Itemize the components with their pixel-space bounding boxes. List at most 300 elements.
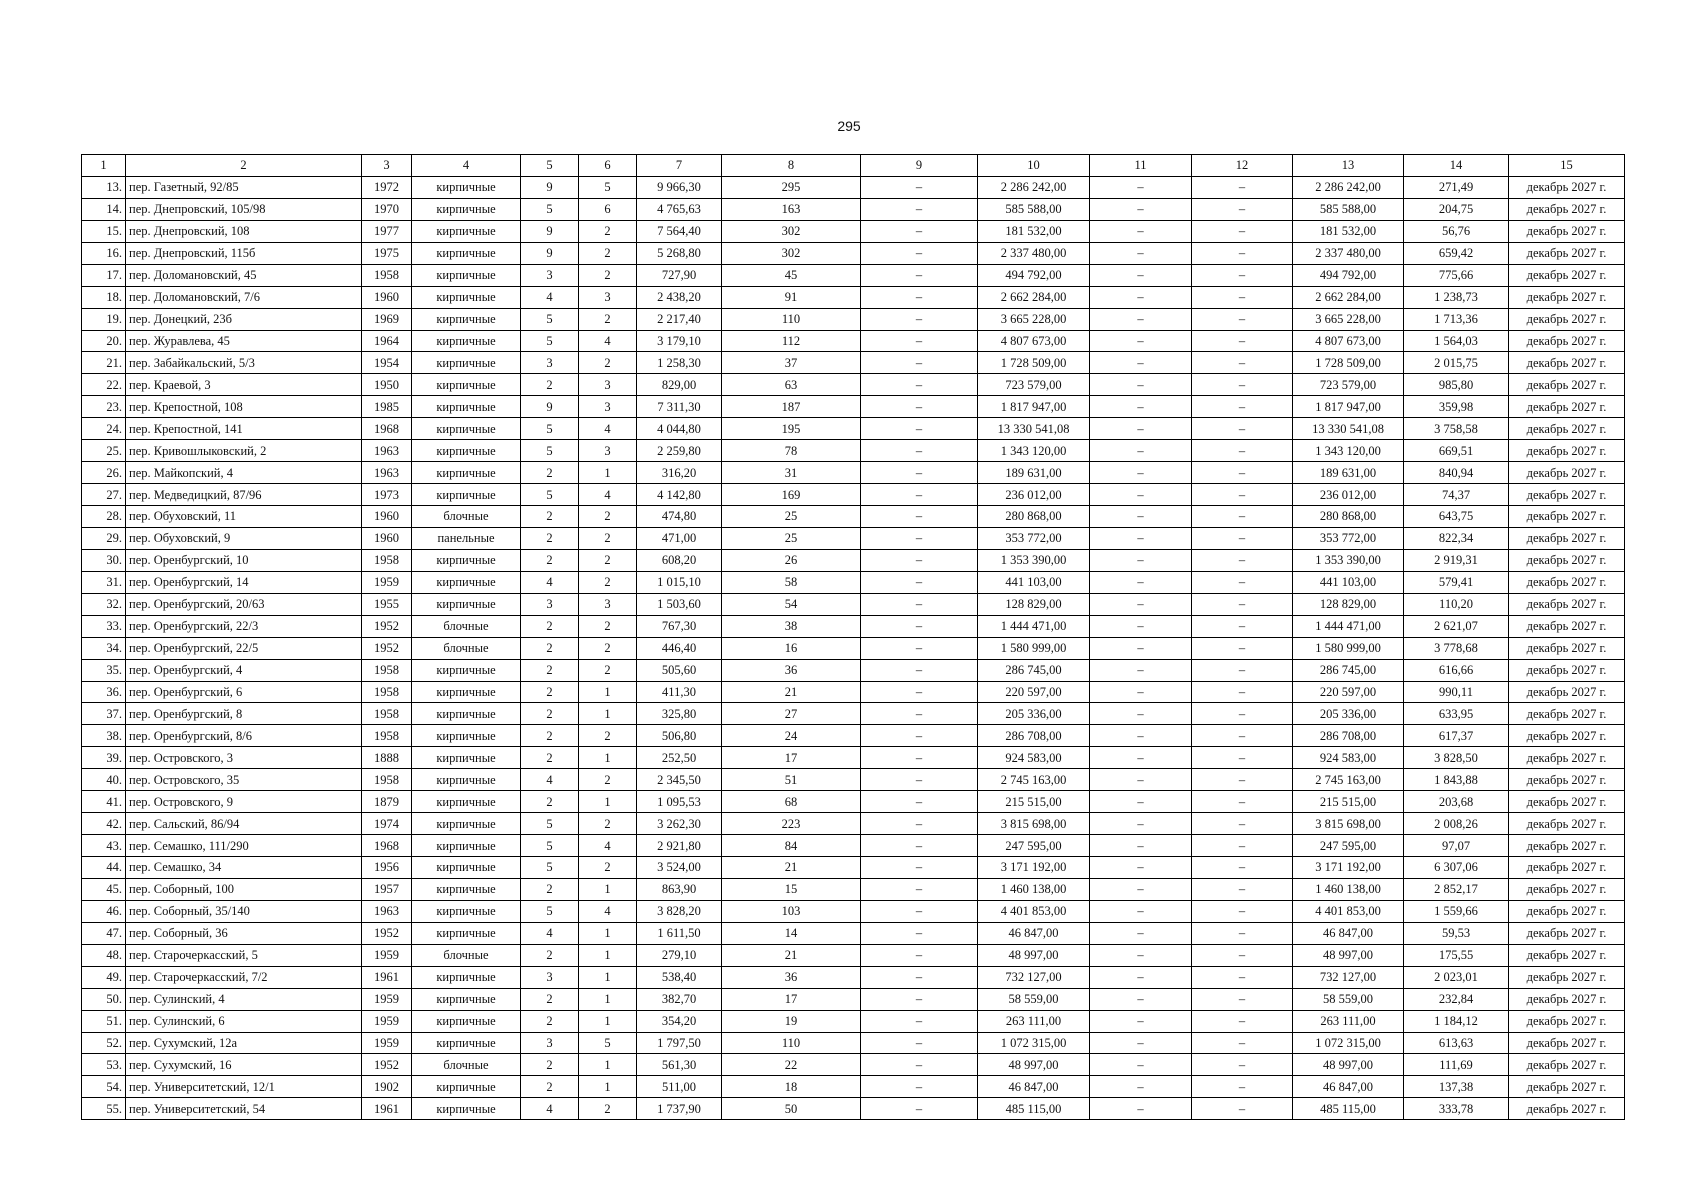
table-cell: – <box>861 527 978 549</box>
table-cell: пер. Островского, 9 <box>126 791 362 813</box>
table-cell: 13 330 541,08 <box>978 418 1090 440</box>
table-cell: 485 115,00 <box>978 1098 1090 1120</box>
table-cell: – <box>861 659 978 681</box>
table-cell: 163 <box>722 198 861 220</box>
table-cell: – <box>1090 527 1192 549</box>
table-cell: 4 <box>579 900 637 922</box>
table-cell: – <box>861 571 978 593</box>
table-cell: 723 579,00 <box>978 374 1090 396</box>
table-cell: 5 <box>521 835 579 857</box>
table-cell: 5 <box>579 1032 637 1054</box>
table-cell: 3 828,50 <box>1404 747 1509 769</box>
table-cell: 36 <box>722 966 861 988</box>
table-cell: 2 <box>521 944 579 966</box>
table-row <box>82 396 1625 418</box>
table-cell: 1 728 509,00 <box>978 352 1090 374</box>
table-cell: 13. <box>82 176 126 198</box>
table-cell: 46. <box>82 900 126 922</box>
table-cell: кирпичные <box>412 857 521 879</box>
table-row <box>82 440 1625 462</box>
table-cell: 1958 <box>362 769 412 791</box>
table-cell: 58 559,00 <box>1293 988 1404 1010</box>
table-cell: кирпичные <box>412 374 521 396</box>
table-cell: кирпичные <box>412 1010 521 1032</box>
table-cell: 47. <box>82 922 126 944</box>
table-cell: 1 503,60 <box>637 593 722 615</box>
table-cell: 1955 <box>362 593 412 615</box>
table-cell: 4 401 853,00 <box>978 900 1090 922</box>
table-cell: декабрь 2027 г. <box>1509 922 1625 944</box>
table-cell: 1 <box>579 944 637 966</box>
table-cell: – <box>1090 1010 1192 1032</box>
table-cell: 25. <box>82 440 126 462</box>
table-cell: 223 <box>722 813 861 835</box>
table-cell: 39. <box>82 747 126 769</box>
table-cell: 35. <box>82 659 126 681</box>
table-cell: кирпичные <box>412 418 521 440</box>
table-row <box>82 220 1625 242</box>
table-row <box>82 308 1625 330</box>
table-cell: 21 <box>722 944 861 966</box>
table-cell: 23. <box>82 396 126 418</box>
table-cell: декабрь 2027 г. <box>1509 527 1625 549</box>
table-cell: 561,30 <box>637 1054 722 1076</box>
table-cell: – <box>861 835 978 857</box>
table-cell: 2 337 480,00 <box>1293 242 1404 264</box>
table-cell: – <box>1090 747 1192 769</box>
table-cell: кирпичные <box>412 264 521 286</box>
table-cell: декабрь 2027 г. <box>1509 1054 1625 1076</box>
table-row <box>82 835 1625 857</box>
table-cell: кирпичные <box>412 659 521 681</box>
table-cell: – <box>1090 922 1192 944</box>
table-cell: 45 <box>722 264 861 286</box>
table-cell: 5 <box>521 418 579 440</box>
table-cell: пер. Сухумский, 12а <box>126 1032 362 1054</box>
table-cell: 2 <box>579 242 637 264</box>
table-row <box>82 944 1625 966</box>
table-cell: – <box>861 286 978 308</box>
table-cell: 3 262,30 <box>637 813 722 835</box>
table-cell: 279,10 <box>637 944 722 966</box>
table-cell: 585 588,00 <box>1293 198 1404 220</box>
table-cell: декабрь 2027 г. <box>1509 418 1625 440</box>
table-cell: 9 <box>521 220 579 242</box>
table-cell: пер. Майкопский, 4 <box>126 462 362 484</box>
table-cell: 220 597,00 <box>978 681 1090 703</box>
table-cell: 1 <box>579 922 637 944</box>
table-cell: кирпичные <box>412 220 521 242</box>
table-row <box>82 527 1625 549</box>
table-cell: 2 <box>579 857 637 879</box>
table-cell: 31 <box>722 462 861 484</box>
table-cell: 1 728 509,00 <box>1293 352 1404 374</box>
table-cell: 1960 <box>362 286 412 308</box>
table-cell: 1 444 471,00 <box>1293 615 1404 637</box>
table-cell: кирпичные <box>412 484 521 506</box>
table-cell: – <box>861 330 978 352</box>
table-row <box>82 813 1625 835</box>
table-cell: пер. Оренбургский, 6 <box>126 681 362 703</box>
table-row <box>82 1076 1625 1098</box>
table-cell: 40. <box>82 769 126 791</box>
table-cell: 1952 <box>362 615 412 637</box>
table-cell: 2 745 163,00 <box>978 769 1090 791</box>
table-cell: 494 792,00 <box>978 264 1090 286</box>
table-cell: 863,90 <box>637 878 722 900</box>
table-cell: 732 127,00 <box>978 966 1090 988</box>
table-cell: 2 286 242,00 <box>978 176 1090 198</box>
table-cell: 471,00 <box>637 527 722 549</box>
table-cell: 1 343 120,00 <box>978 440 1090 462</box>
table-cell: кирпичные <box>412 988 521 1010</box>
table-cell: – <box>1090 506 1192 528</box>
table-cell: 7 564,40 <box>637 220 722 242</box>
table-cell: 68 <box>722 791 861 813</box>
table-cell: пер. Университетский, 54 <box>126 1098 362 1120</box>
table-cell: 1968 <box>362 418 412 440</box>
table-cell: 5 <box>521 198 579 220</box>
table-cell: 494 792,00 <box>1293 264 1404 286</box>
table-cell: – <box>861 440 978 462</box>
table-cell: 1952 <box>362 637 412 659</box>
table-cell: декабрь 2027 г. <box>1509 681 1625 703</box>
table-cell: 9 <box>521 396 579 418</box>
table-cell: – <box>861 922 978 944</box>
table-cell: – <box>861 1076 978 1098</box>
table-cell: 1902 <box>362 1076 412 1098</box>
table-cell: 1 <box>579 988 637 1010</box>
table-cell: – <box>1192 264 1293 286</box>
table-cell: 2 <box>579 308 637 330</box>
table-cell: блочные <box>412 637 521 659</box>
table-cell: 485 115,00 <box>1293 1098 1404 1120</box>
table-cell: 203,68 <box>1404 791 1509 813</box>
table-cell: 1 797,50 <box>637 1032 722 1054</box>
table-cell: 1963 <box>362 462 412 484</box>
table-cell: – <box>1090 593 1192 615</box>
table-cell: 1 095,53 <box>637 791 722 813</box>
register-table <box>81 154 1625 1120</box>
table-cell: – <box>861 308 978 330</box>
column-header: 7 <box>637 155 722 177</box>
table-cell: 1 737,90 <box>637 1098 722 1120</box>
table-cell: 2 621,07 <box>1404 615 1509 637</box>
table-row <box>82 506 1625 528</box>
table-cell: кирпичные <box>412 966 521 988</box>
table-cell: кирпичные <box>412 242 521 264</box>
column-header: 15 <box>1509 155 1625 177</box>
table-row <box>82 615 1625 637</box>
table-cell: 189 631,00 <box>1293 462 1404 484</box>
table-row <box>82 703 1625 725</box>
table-cell: 33. <box>82 615 126 637</box>
table-cell: 3 179,10 <box>637 330 722 352</box>
table-cell: 1975 <box>362 242 412 264</box>
table-cell: блочные <box>412 1054 521 1076</box>
table-cell: декабрь 2027 г. <box>1509 878 1625 900</box>
table-cell: 22. <box>82 374 126 396</box>
table-cell: 36. <box>82 681 126 703</box>
table-cell: 5 <box>521 857 579 879</box>
table-cell: пер. Журавлева, 45 <box>126 330 362 352</box>
table-row <box>82 286 1625 308</box>
table-cell: – <box>1090 308 1192 330</box>
table-cell: 316,20 <box>637 462 722 484</box>
table-cell: пер. Оренбургский, 22/5 <box>126 637 362 659</box>
table-cell: 2 <box>579 615 637 637</box>
table-cell: – <box>861 791 978 813</box>
table-cell: – <box>1192 396 1293 418</box>
table-cell: – <box>1192 571 1293 593</box>
table-cell: декабрь 2027 г. <box>1509 220 1625 242</box>
table-cell: пер. Оренбургский, 14 <box>126 571 362 593</box>
table-cell: 43. <box>82 835 126 857</box>
table-cell: – <box>861 813 978 835</box>
table-cell: 25 <box>722 506 861 528</box>
table-cell: 1969 <box>362 308 412 330</box>
table-cell: пер. Оренбургский, 4 <box>126 659 362 681</box>
table-cell: 37. <box>82 703 126 725</box>
page-number: 295 <box>837 118 861 134</box>
table-cell: 38. <box>82 725 126 747</box>
column-header: 1 <box>82 155 126 177</box>
table-cell: декабрь 2027 г. <box>1509 1010 1625 1032</box>
table-cell: пер. Днепровский, 115б <box>126 242 362 264</box>
table-cell: 7 311,30 <box>637 396 722 418</box>
table-cell: – <box>1090 396 1192 418</box>
table-cell: 3 171 192,00 <box>978 857 1090 879</box>
table-cell: – <box>861 1098 978 1120</box>
table-cell: 382,70 <box>637 988 722 1010</box>
table-row <box>82 462 1625 484</box>
table-row <box>82 264 1625 286</box>
table-cell: 15. <box>82 220 126 242</box>
table-cell: 4 401 853,00 <box>1293 900 1404 922</box>
table-cell: декабрь 2027 г. <box>1509 747 1625 769</box>
table-cell: – <box>861 396 978 418</box>
table-cell: 1952 <box>362 1054 412 1076</box>
table-cell: декабрь 2027 г. <box>1509 308 1625 330</box>
table-cell: – <box>1090 988 1192 1010</box>
table-cell: кирпичные <box>412 703 521 725</box>
table-cell: 286 745,00 <box>978 659 1090 681</box>
table-cell: 46 847,00 <box>978 922 1090 944</box>
table-cell: пер. Оренбургский, 10 <box>126 549 362 571</box>
table-cell: 1879 <box>362 791 412 813</box>
table-row <box>82 593 1625 615</box>
table-cell: 63 <box>722 374 861 396</box>
table-cell: – <box>1192 878 1293 900</box>
table-cell: 26 <box>722 549 861 571</box>
table-cell: 3 815 698,00 <box>1293 813 1404 835</box>
table-cell: 17 <box>722 747 861 769</box>
table-cell: пер. Оренбургский, 8/6 <box>126 725 362 747</box>
table-cell: 2 023,01 <box>1404 966 1509 988</box>
table-cell: 78 <box>722 440 861 462</box>
table-cell: – <box>1192 637 1293 659</box>
table-cell: 4 765,63 <box>637 198 722 220</box>
table-cell: – <box>1090 352 1192 374</box>
table-cell: 613,63 <box>1404 1032 1509 1054</box>
table-cell: 1 072 315,00 <box>1293 1032 1404 1054</box>
table-cell: – <box>1090 418 1192 440</box>
table-cell: 302 <box>722 220 861 242</box>
table-cell: 1963 <box>362 900 412 922</box>
table-cell: – <box>861 352 978 374</box>
table-cell: 1 258,30 <box>637 352 722 374</box>
table-cell: пер. Старочеркасский, 5 <box>126 944 362 966</box>
table-cell: 354,20 <box>637 1010 722 1032</box>
table-cell: кирпичные <box>412 571 521 593</box>
table-cell: 2 438,20 <box>637 286 722 308</box>
table-cell: – <box>861 857 978 879</box>
table-cell: – <box>861 242 978 264</box>
table-cell: 110,20 <box>1404 593 1509 615</box>
table-cell: 84 <box>722 835 861 857</box>
table-cell: декабрь 2027 г. <box>1509 835 1625 857</box>
table-cell: кирпичные <box>412 176 521 198</box>
table-cell: – <box>1090 286 1192 308</box>
table-cell: пер. Крепостной, 108 <box>126 396 362 418</box>
table-cell: пер. Доломановский, 7/6 <box>126 286 362 308</box>
table-cell: 2 662 284,00 <box>1293 286 1404 308</box>
table-cell: 4 <box>579 418 637 440</box>
table-cell: – <box>1090 900 1192 922</box>
table-cell: пер. Обуховский, 11 <box>126 506 362 528</box>
table-cell: 924 583,00 <box>1293 747 1404 769</box>
table-row <box>82 198 1625 220</box>
table-cell: – <box>1192 308 1293 330</box>
table-cell: 46 847,00 <box>978 1076 1090 1098</box>
table-cell: кирпичные <box>412 769 521 791</box>
table-cell: 924 583,00 <box>978 747 1090 769</box>
table-cell: – <box>1090 198 1192 220</box>
table-cell: декабрь 2027 г. <box>1509 857 1625 879</box>
table-cell: 1 580 999,00 <box>1293 637 1404 659</box>
table-cell: 263 111,00 <box>978 1010 1090 1032</box>
table-cell: 608,20 <box>637 549 722 571</box>
table-cell: декабрь 2027 г. <box>1509 703 1625 725</box>
table-cell: 28. <box>82 506 126 528</box>
table-cell: 1977 <box>362 220 412 242</box>
table-cell: 128 829,00 <box>978 593 1090 615</box>
table-cell: 58 559,00 <box>978 988 1090 1010</box>
header-row <box>82 155 1625 177</box>
table-cell: декабрь 2027 г. <box>1509 791 1625 813</box>
table-cell: 21 <box>722 681 861 703</box>
table-cell: 511,00 <box>637 1076 722 1098</box>
table-cell: 659,42 <box>1404 242 1509 264</box>
table-cell: блочные <box>412 615 521 637</box>
table-cell: – <box>1090 813 1192 835</box>
table-cell: 236 012,00 <box>1293 484 1404 506</box>
table-cell: – <box>861 374 978 396</box>
table-cell: – <box>861 944 978 966</box>
table-row <box>82 418 1625 440</box>
column-header: 6 <box>579 155 637 177</box>
table-cell: 58 <box>722 571 861 593</box>
table-cell: – <box>1090 549 1192 571</box>
table-cell: блочные <box>412 506 521 528</box>
table-row <box>82 549 1625 571</box>
table-cell: 1 <box>579 1054 637 1076</box>
table-cell: – <box>1090 1076 1192 1098</box>
table-row <box>82 791 1625 813</box>
table-cell: 5 <box>521 484 579 506</box>
table-cell: 2 <box>521 462 579 484</box>
table-cell: 48. <box>82 944 126 966</box>
table-cell: 985,80 <box>1404 374 1509 396</box>
table-cell: пер. Медведицкий, 87/96 <box>126 484 362 506</box>
table-cell: – <box>1090 637 1192 659</box>
table-cell: кирпичные <box>412 681 521 703</box>
table-cell: кирпичные <box>412 352 521 374</box>
table-cell: 18. <box>82 286 126 308</box>
table-cell: 1954 <box>362 352 412 374</box>
table-cell: 280 868,00 <box>978 506 1090 528</box>
table-cell: 1956 <box>362 857 412 879</box>
table-cell: 21 <box>722 857 861 879</box>
table-row <box>82 484 1625 506</box>
table-cell: 1 343 120,00 <box>1293 440 1404 462</box>
column-header: 8 <box>722 155 861 177</box>
table-cell: – <box>1192 681 1293 703</box>
table-cell: 4 <box>521 922 579 944</box>
table-cell: – <box>861 462 978 484</box>
table-cell: 22 <box>722 1054 861 1076</box>
table-cell: 286 708,00 <box>978 725 1090 747</box>
table-cell: пер. Университетский, 12/1 <box>126 1076 362 1098</box>
table-cell: – <box>1192 352 1293 374</box>
table-cell: 333,78 <box>1404 1098 1509 1120</box>
table-cell: – <box>1192 484 1293 506</box>
table-cell: 990,11 <box>1404 681 1509 703</box>
table-cell: 215 515,00 <box>1293 791 1404 813</box>
table-cell: 137,38 <box>1404 1076 1509 1098</box>
table-cell: 2 921,80 <box>637 835 722 857</box>
table-cell: 3 778,68 <box>1404 637 1509 659</box>
table-cell: 48 997,00 <box>1293 944 1404 966</box>
table-cell: 5 268,80 <box>637 242 722 264</box>
table-row <box>82 747 1625 769</box>
table-row <box>82 681 1625 703</box>
table-cell: 48 997,00 <box>1293 1054 1404 1076</box>
table-cell: 110 <box>722 1032 861 1054</box>
table-cell: кирпичные <box>412 725 521 747</box>
table-row <box>82 330 1625 352</box>
table-cell: – <box>861 198 978 220</box>
table-cell: кирпичные <box>412 747 521 769</box>
table-cell: кирпичные <box>412 1098 521 1120</box>
table-cell: – <box>861 703 978 725</box>
table-cell: 441 103,00 <box>978 571 1090 593</box>
table-cell: 19 <box>722 1010 861 1032</box>
table-cell: 3 <box>521 352 579 374</box>
table-cell: декабрь 2027 г. <box>1509 506 1625 528</box>
table-cell: – <box>1090 878 1192 900</box>
table-cell: кирпичные <box>412 878 521 900</box>
table-cell: 3 <box>579 374 637 396</box>
table-cell: – <box>1192 1032 1293 1054</box>
table-cell: – <box>1090 220 1192 242</box>
table-cell: 616,66 <box>1404 659 1509 681</box>
table-cell: 727,90 <box>637 264 722 286</box>
table-cell: декабрь 2027 г. <box>1509 571 1625 593</box>
table-cell: 2 <box>521 549 579 571</box>
table-cell: 204,75 <box>1404 198 1509 220</box>
table-cell: – <box>861 900 978 922</box>
